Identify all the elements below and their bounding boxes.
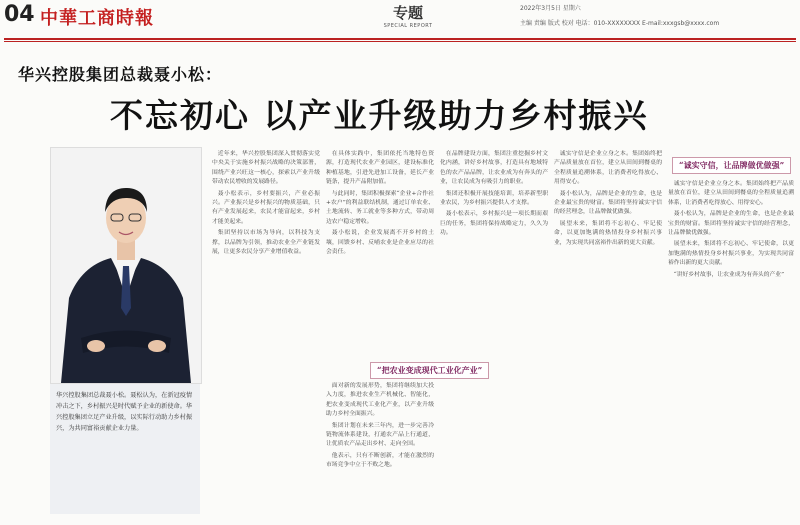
page-number: 04 (4, 2, 35, 27)
article-column-4 (554, 150, 662, 517)
paragraph: 展望未来，集团将不忘初心、牢记使命，以更加饱满的热情投身乡村振兴事业，为实现共同富裕作出新的更大贡献。 (668, 241, 794, 267)
header-rule (4, 38, 796, 40)
article-column-2b (326, 382, 434, 517)
paragraph: “讲好乡村故事，让农业成为有奔头的产业” (673, 271, 785, 278)
paragraph: 聂小松认为，品牌是企业的生命，也是企业最宝贵的财富。集团将坚持诚实守信的经营理念，让品牌做优做强。 (668, 211, 794, 237)
paragraph: 面对新的发展形势，集团将继续加大投入力度，推进农业生产机械化、智能化，把农业变成现代工业化产业，以产业升级助力乡村全面振兴。 (326, 383, 434, 418)
editor-info: 主编 责编 版式 校对 电话：010-XXXXXXXX E-mail:xxxgsb@xxxx.com (520, 20, 720, 27)
paragraph: 聂小松认为，品牌是企业的生命，也是企业最宝贵的财富。集团将坚持诚实守信的经营理念，让品牌做优做强。 (554, 190, 662, 216)
issue-date: 2022年3月5日 星期六 (520, 5, 581, 12)
paragraph: 聂小松表示，乡村要振兴，产业必振兴。产业振兴是乡村振兴的物质基础，只有产业发展起来，农民才能富起来，乡村才能美起来。 (212, 190, 320, 225)
paragraph: 在品牌建设方面，集团注重挖掘乡村文化内涵，讲好乡村故事，打造具有地域特色的农产品品牌，让农业成为有奔头的产业，让农民成为有吸引力的职业。 (440, 151, 548, 186)
article-column-2 (326, 150, 434, 350)
section-title-en: SPECIAL REPORT (383, 23, 433, 29)
article-column-3 (440, 150, 548, 517)
article-column-5 (668, 180, 794, 517)
paragraph: 与此同时，集团积极探索“企业+合作社+农户”的利益联结机制，通过订单农业、土地流转、务工就业等多种方式，带动周边农户稳定增收。 (326, 190, 434, 225)
section-heading-1: “把农业变成现代工业化产业” (370, 362, 489, 379)
page-header (0, 0, 800, 36)
paragraph: 聂小松说，企业发展离不开乡村的土壤，回馈乡村、反哺农业是企业应尽的社会责任。 (326, 230, 434, 256)
portrait-photo (50, 147, 202, 384)
paragraph: 他表示，只有不断创新，才能在激烈的市场竞争中立于不败之地。 (326, 452, 434, 469)
article-column-1 (212, 150, 320, 520)
paragraph: 在具体实践中，集团依托当地特色资源，打造现代农业产业园区，建设标准化种植基地，引进先进加工设备，延长产业链条，提升产品附加值。 (326, 151, 434, 186)
newspaper-logo: 中華工商時報 (40, 8, 154, 29)
paragraph: 集团坚持以市场为导向，以科技为支撑，以品牌为引领，推动农业全产业链发展，让更多农民分享产业增值收益。 (212, 230, 320, 256)
paragraph: 展望未来，集团将不忘初心、牢记使命，以更加饱满的热情投身乡村振兴事业，为实现共同富裕作出新的更大贡献。 (554, 220, 662, 246)
paragraph: 诚实守信是企业立身之本。集团始终把产品质量放在首位，建立从田间到餐桌的全程质量追溯体系，让消费者吃得放心、用得安心。 (668, 181, 794, 206)
paragraph: 诚实守信是企业立身之本。集团始终把产品质量放在首位，建立从田间到餐桌的全程质量追溯体系，让消费者吃得放心、用得安心。 (554, 151, 662, 186)
paragraph: 聂小松表示，乡村振兴是一项长期而艰巨的任务，集团将保持战略定力，久久为功。 (440, 211, 548, 237)
paragraph: 集团计划在未来三年内，进一步完善冷链物流体系建设，打通农产品上行通道，让优质农产品走出乡村、走向全国。 (326, 422, 434, 448)
section-label (378, 2, 438, 29)
paragraph: 集团还积极开展技能培训，培养新型职业农民，为乡村振兴提供人才支撑。 (440, 190, 548, 207)
section-title: 专题 (392, 4, 423, 22)
article-title: 不忘初心 以产业升级助力乡村振兴 (110, 96, 649, 135)
portrait-illustration (51, 148, 201, 383)
article-subtitle: 华兴控股集团总裁聂小松： (18, 65, 223, 84)
section-heading-3: “诚实守信，让品牌做优做强” (672, 157, 791, 174)
paragraph: 近年来，华兴控股集团深入贯彻落实党中央关于实施乡村振兴战略的决策部署，围绕产业兴旺这一核心，探索以产业升级带动农民增收的发展路径。 (212, 151, 320, 186)
header-rule-thin (4, 41, 796, 42)
photo-caption: 华兴控股集团总裁聂小松。聂松认为，在新冠疫情冲击之下，乡村振兴是时代赋予企业的新使命。华兴控股集团立足产业升级，以实际行动助力乡村振兴，为共同富裕贡献企业力量。 (56, 392, 193, 432)
